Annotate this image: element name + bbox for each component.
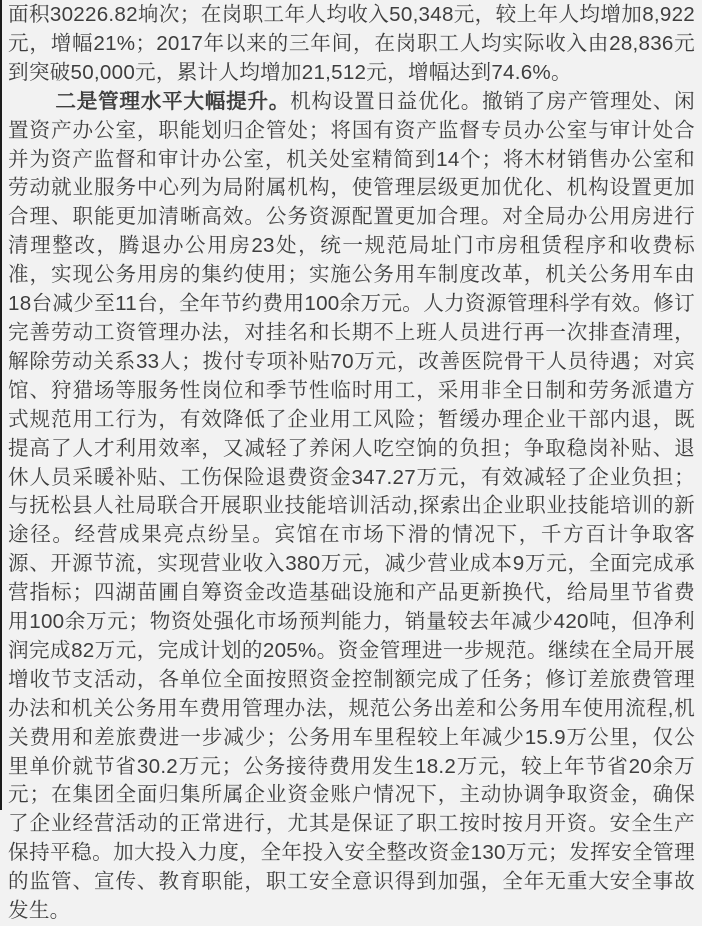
paragraph-management-improvement	[8, 88, 695, 926]
paragraph-management-body-text: 机构设置日益优化。撤销了房产管理处、闲置资产办公室，职能划归企管处；将国有资产监督专员办公室与审计处合并为资产监督和审计办公室，机关处室精简到14个；将木材销售办公室和劳动就业服务中心列为局附属机构，使管理层级更加优化、机构设置更加合理、职能更加清晰高效。公务资源配置更加合理。对全局办公用房进行清理整改，腾退办公用房23处，统一规范局址门市房租赁程序和收费标准，实现公务用房的集约使用；实施公务用车制度改革，机关公务用车由18台减少至11台，全年节约费用100余万元。人力资源管理科学有效。修订完善劳动工资管理办法，对挂名和长期不上班人员进行再一次排查清理，解除劳动关系33人；拨付专项补贴70万元，改善医院骨干人员待遇；对宾馆、狩猎场等服务性岗位和季节性临时用工，采用非全日制和劳务派遣方式规范用工行为，有效降低了企业用工风险；暂缓办理企业干部内退，既提高了人才利用效率，又减轻了养闲人吃空饷的负担；争取稳岗补贴、退休人员采暖补贴、工伤保险退费资金347.27万元，有效减轻了企业负担；与抚松县人社局联合开展职业技能培训活动,探索出企业职业技能培训的新途径。经营成果亮点纷呈。宾馆在市场下滑的情况下，千方百计争取客源、开源节流，实现营业收入380万元，减少营业成本9万元，全面完成承营指标；四湖苗圃自筹资金改造基础设施和产品更新换代，给局里节省费用100余万元；物资处强化市场预判能力，销量较去年减少420吨，但净利润完成82万元，完成计划的205%。资金管理进一步规范。继续在全局开展增收节支活动，各单位全面按照资金控制额完成了任务；修订差旅费管理办法和机关公务用车费用管理办法，规范公务出差和公务用车使用流程,机关费用和差旅费进一步减少；公务用车里程较上年减少15.9万公里，仅公里单价就节省30.2万元；公务接待费用发生18.2万元，较上年节省20余万元；在集团全面归集所属企业资金账户情况下，主动协调争取资金，确保了企业经营活动的正常进行，尤其是保证了职工按时按月开资。安全生产保持平稳。加大投入力度，全年投入安全整改资金130万元；发挥安全管理的监管、宣传、教育职能，职工安全意识得到加强，全年无重大安全事故发生。	[8, 89, 696, 923]
paragraph-income-summary	[8, 1, 695, 88]
paragraph-income-summary-text: 面积30226.82垧次；在岗职工年人均收入50,348元，较上年人均增加8,922元，增幅21%；2017年以来的三年间，在岗职工人均实际收入由28,836元到突破50,000元，累计人均增加21,512元，增幅达到74.6%。	[8, 3, 695, 84]
page-left-border	[0, 0, 2, 810]
paragraph-lead-heading: 二是管理水平大幅提升。	[55, 89, 291, 113]
document-text-body	[8, 1, 695, 926]
